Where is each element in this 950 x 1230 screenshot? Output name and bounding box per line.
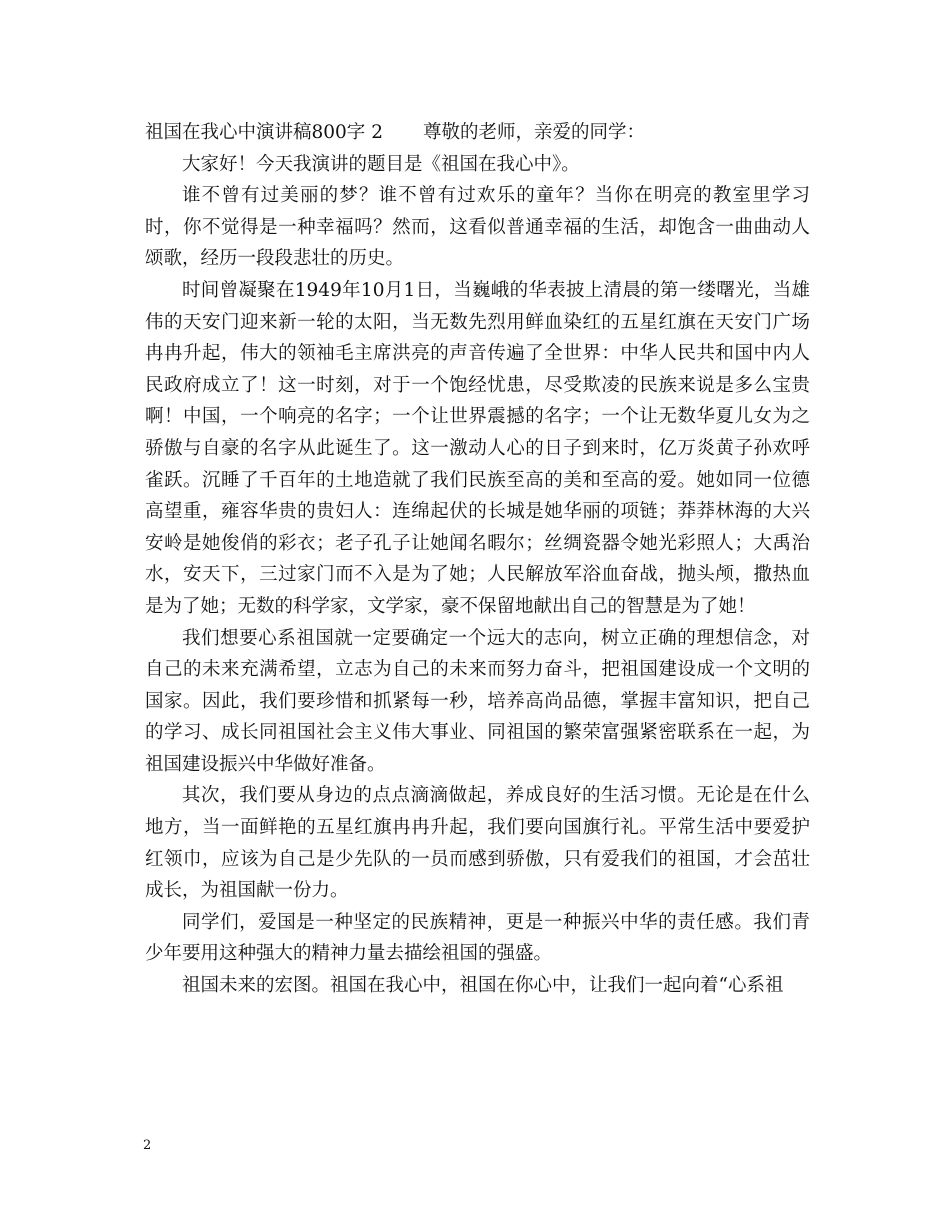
paragraph-aspiration: 我们想要心系祖国就一定要确定一个远大的志向，树立正确的理想信念，对自己的未来充满希望，立志为自己的未来而努力奋斗，把祖国建设成一个文明的国家。因此，我们要珍惜和抓紧每一秒，培养高尚品德，掌握丰富知识，把自己的学习、成长同祖国社会主义伟大事业、同祖国的繁荣富强紧密联系在一起，为祖国建设振兴中华做好准备。 (145, 627, 810, 775)
document-title: 祖国在我心中演讲稿800字 2 (145, 122, 383, 143)
header-line (145, 117, 810, 149)
paragraph-future: 祖国未来的宏图。祖国在我心中，祖国在你心中，让我们一起向着“心系祖 (182, 975, 784, 997)
paragraph-dream: 谁不曾有过美丽的梦？谁不曾有过欢乐的童年？当你在明亮的教室里学习时，你不觉得是一种幸福吗？然而，这看似普通幸福的生活，却饱含一曲曲动人颂歌，经历一段段悲壮的历史。 (145, 185, 810, 270)
paragraph-habits: 其次，我们要从身边的点点滴滴做起，养成良好的生活习惯。无论是在什么地方，当一面鲜艳的五星红旗冉冉升起，我们要向国旗行礼。平常生活中要爱护红领巾，应该为自己是少先队的一员而感到骄傲，只有爱我们的祖国，才会茁壮成长，为祖国献一份力。 (145, 785, 810, 902)
document-body (145, 117, 810, 1002)
page-number: 2 (143, 1138, 152, 1153)
paragraph-greeting: 大家好！今天我演讲的题目是《祖国在我心中》。 (182, 153, 580, 175)
paragraph-history: 时间曾凝聚在1949年10月1日，当巍峨的华表披上清晨的第一缕曙光，当雄伟的天安门迎来新一轮的太阳，当无数先烈用鲜血染红的五星红旗在天安门广场冉冉升起，伟大的领袖毛主席洪亮的声音传遍了全世界：中华人民共和国中内人民政府成立了！这一时刻，对于一个饱经忧患，尽受欺凌的民族来说是多么宝贵啊！中国，一个响亮的名字；一个让世界震撼的名字；一个让无数华夏儿女为之骄傲与自豪的名字从此诞生了。这一激动人心的日子到来时，亿万炎黄子孙欢呼雀跃。沉睡了千百年的土地造就了我们民族至高的美和至高的爱。她如同一位德高望重，雍容华贵的贵妇人：连绵起伏的长城是她华丽的项链；莽莽林海的大兴安岭是她俊俏的彩衣；老子孔子让她闻名暇尔；丝绸瓷器令她光彩照人；大禹治水，安天下，三过家门而不入是为了她；人民解放军浴血奋战，抛头颅，撒热血是为了她；无数的科学家，文学家，豪不保留地献出自己的智慧是为了她！ (145, 279, 810, 617)
salutation: 尊敬的老师，亲爱的同学： (422, 122, 645, 143)
paragraph-patriotism: 同学们，爱国是一种坚定的民族精神，更是一种振兴中华的责任感。我们青少年要用这种强大的精神力量去描绘祖国的强盛。 (145, 911, 810, 965)
